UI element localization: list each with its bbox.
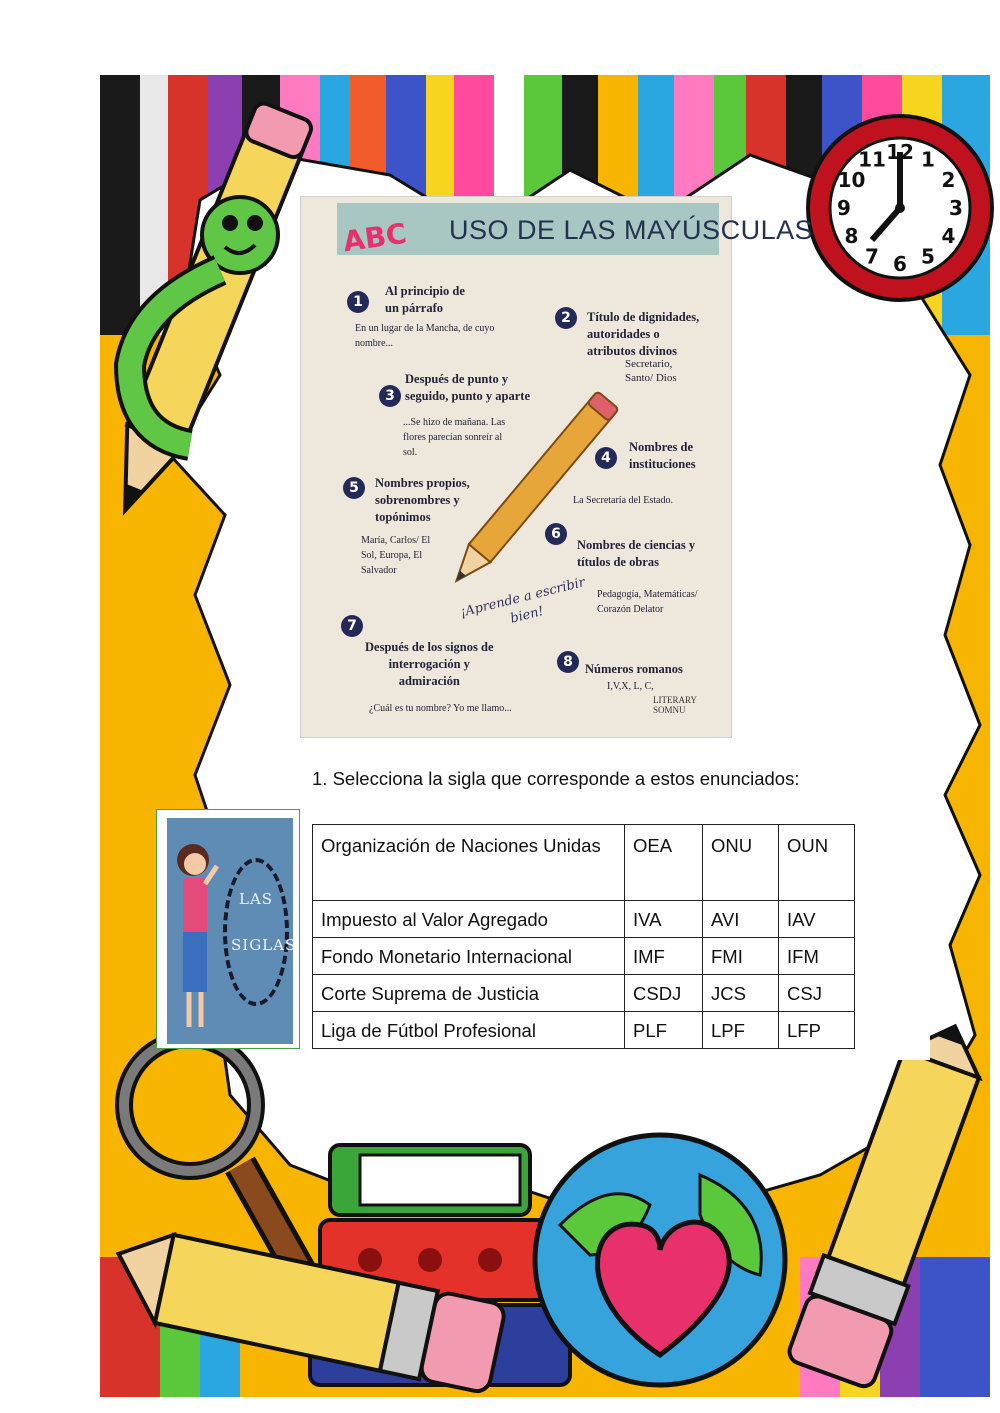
- item-number: 3: [379, 385, 401, 407]
- table-row: [313, 1012, 855, 1049]
- pencil-eraser-icon: [790, 1015, 990, 1397]
- item-heading: Nombres de ciencias y títulos de obras: [577, 538, 696, 569]
- poster-slogan: ¡Aprende a escribir bien!: [458, 575, 587, 627]
- clock-numeral: 3: [949, 196, 963, 220]
- thumbnail-word-top: LAS: [239, 890, 274, 908]
- poster-title: USO DE LAS MAYÚSCULAS: [449, 215, 814, 245]
- item-number: 7: [341, 615, 363, 637]
- option-cell[interactable]: FMI: [703, 938, 779, 975]
- clock-numeral: 9: [837, 196, 851, 220]
- clock-numeral: 7: [865, 244, 879, 269]
- item-example: I,V,X, L, C,: [607, 681, 654, 692]
- item-example: En un lugar de la Mancha, de cuyo nombre...: [355, 323, 495, 349]
- item-number: 5: [343, 477, 365, 499]
- question-text: 1. Selecciona la sigla que corresponde a estos enunciados:: [312, 768, 800, 789]
- table-row: [313, 938, 855, 975]
- option-cell[interactable]: IAV: [779, 901, 855, 938]
- thumbnail-word-bottom: SIGLAS: [231, 936, 297, 954]
- clock-numeral: 6: [893, 252, 907, 276]
- option-cell[interactable]: PLF: [625, 1012, 703, 1049]
- option-cell[interactable]: CSJ: [779, 975, 855, 1012]
- item-number: 6: [545, 523, 567, 545]
- table-row: [313, 975, 855, 1012]
- option-cell[interactable]: OEA: [625, 825, 703, 901]
- option-cell[interactable]: IMF: [625, 938, 703, 975]
- item-heading: Nombres de instituciones: [629, 440, 696, 471]
- phrase-cell: Impuesto al Valor Agregado: [313, 901, 625, 938]
- globe-heart-icon: [530, 1115, 790, 1397]
- item-example: ...Se hizo de mañana. Las flores parecían sonreír al sol.: [403, 417, 506, 458]
- siglas-table: [312, 824, 855, 1049]
- clock-numeral: 10: [837, 168, 866, 192]
- option-cell[interactable]: JCS: [703, 975, 779, 1012]
- table-row: [313, 825, 855, 901]
- pencil-bottom-icon: [100, 1235, 520, 1397]
- poster-credit: LITERARY SOMNU: [653, 695, 697, 715]
- phrase-cell: Organización de Naciones Unidas: [313, 825, 625, 901]
- item-example: María, Carlos/ El Sol, Europa, El Salvador: [361, 535, 431, 576]
- option-cell[interactable]: AVI: [703, 901, 779, 938]
- item-number: 8: [557, 651, 579, 673]
- clock-numeral: 5: [921, 244, 935, 269]
- clock-icon: [800, 90, 1000, 330]
- clock-numeral: 11: [858, 147, 886, 172]
- option-cell[interactable]: LFP: [779, 1012, 855, 1049]
- item-example: Secretario, Santo/ Dios: [625, 358, 677, 384]
- item-heading: Números romanos: [585, 662, 683, 676]
- teacher-icon: [171, 832, 221, 1032]
- item-number: 1: [347, 291, 369, 313]
- option-cell[interactable]: CSDJ: [625, 975, 703, 1012]
- option-cell[interactable]: LPF: [703, 1012, 779, 1049]
- table-row: [313, 901, 855, 938]
- phrase-cell: Fondo Monetario Internacional: [313, 938, 625, 975]
- clock-numeral: 8: [844, 224, 859, 248]
- item-heading: Título de dignidades, autoridades o atributos divinos: [587, 310, 700, 358]
- clock-numeral: 4: [941, 224, 956, 248]
- option-cell[interactable]: ONU: [703, 825, 779, 901]
- item-example: ¿Cuál es tu nombre? Yo me llamo...: [369, 703, 512, 714]
- item-heading: Nombres propios, sobrenombres y topónimos: [375, 476, 470, 524]
- phrase-cell: Corte Suprema de Justicia: [313, 975, 625, 1012]
- item-example: La Secretaría del Estado.: [573, 495, 673, 506]
- phrase-cell: Liga de Fútbol Profesional: [313, 1012, 625, 1049]
- option-cell[interactable]: IVA: [625, 901, 703, 938]
- item-heading: Después de los signos de interrogación y admiración: [365, 640, 494, 688]
- item-heading: Al principio de un párrafo: [385, 284, 465, 315]
- item-number: 4: [595, 447, 617, 469]
- item-example: Pedagogía, Matemáticas/ Corazón Delator: [597, 589, 698, 615]
- item-number: 2: [555, 307, 577, 329]
- dotted-oval: [223, 858, 289, 1006]
- item-heading: Después de punto y seguido, punto y aparte: [405, 372, 531, 403]
- thumbnail-image: [167, 818, 297, 1044]
- clock-numeral: 2: [941, 168, 956, 192]
- option-cell[interactable]: OUN: [779, 825, 855, 901]
- worm-icon: [100, 175, 280, 475]
- poster-logo: ABC: [341, 216, 409, 259]
- capitalization-poster: [300, 196, 814, 738]
- siglas-thumbnail: [156, 809, 300, 1049]
- option-cell[interactable]: IFM: [779, 938, 855, 975]
- clock-numeral: 1: [921, 147, 935, 172]
- poster-pencil-icon: [431, 372, 631, 612]
- clock-numeral: 12: [886, 140, 914, 164]
